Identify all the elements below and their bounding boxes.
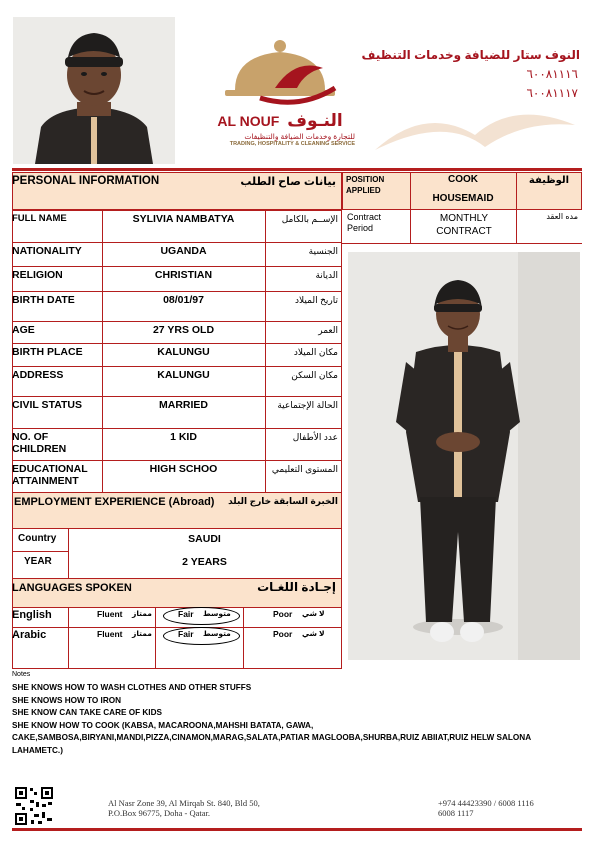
fluent-label-ar: ممتاز: [132, 609, 152, 618]
personal-row-label-ar: عدد الأطفال: [292, 432, 338, 442]
notes-label: Notes: [12, 671, 31, 678]
personal-row-value: SYLIVIA NAMBATYA: [132, 213, 235, 225]
row-divider: [12, 343, 342, 344]
personal-row-value: 08/01/97: [163, 294, 204, 306]
personal-row-value: KALUNGU: [157, 346, 210, 358]
personal-row-label-ar: تاريخ الميلاد: [295, 295, 338, 305]
personal-row-label-ar: الإســم بالكامل: [281, 214, 338, 224]
fluent-label: Fluent: [97, 629, 123, 639]
row-divider: [12, 366, 342, 367]
personal-info-title-ar: بيانات صاح الطلب: [240, 176, 336, 188]
brand-logo: [205, 28, 355, 153]
notes-list: [12, 682, 587, 757]
personal-row-label: NO. OF CHILDREN: [12, 431, 67, 455]
poor-label-ar: لا شي: [302, 629, 325, 638]
poor-label: Poor: [273, 609, 293, 619]
year-value: 2 YEARS: [182, 556, 227, 568]
top-divider: [12, 168, 582, 171]
language-name: English: [12, 609, 52, 621]
fair-label-ar: متوسط: [203, 629, 231, 638]
position-label-ar: الوظيفة: [528, 175, 570, 186]
country-value: SAUDI: [188, 533, 221, 545]
personal-row-label-ar: مكان السكن: [291, 370, 338, 380]
personal-row-label: CIVIL STATUS: [12, 399, 83, 411]
footer-address-1: Al Nasr Zone 39, Al Mirqab St. 840, Bld 50,: [108, 798, 260, 808]
country-label: Country: [18, 533, 57, 544]
row-divider: [12, 428, 342, 429]
row-divider: [12, 396, 342, 397]
personal-row-label: AGE: [12, 324, 35, 336]
row-divider: [12, 291, 342, 292]
personal-info-title: PERSONAL INFORMATION: [12, 175, 160, 187]
footer-address-2: P.O.Box 96775, Doha - Qatar.: [108, 808, 210, 818]
brand-name-en: AL NOUF: [217, 113, 280, 129]
languages-title: LANGUAGES SPOKEN: [12, 582, 132, 594]
brand-tagline-en: TRADING, HOSPITALITY & CLEANING SERVICE: [229, 141, 355, 147]
personal-row-label: EDUCATIONAL ATTAINMENT: [12, 463, 88, 487]
brand-name-row: [205, 111, 355, 131]
personal-row-label: BIRTH DATE: [12, 294, 75, 306]
brand-name-ar: النـوف: [287, 111, 343, 130]
personal-row-label-ar: الحالة الإجتماعية: [277, 400, 338, 410]
company-name-ar: النوف ستار للضيافة وخدمات التنظيف: [361, 48, 580, 62]
note-line: LAHAMETC.): [12, 745, 63, 755]
personal-row-label-ar: الديانة: [315, 270, 338, 280]
fair-label-ar: متوسط: [203, 609, 231, 618]
personal-row-label: FULL NAME: [12, 213, 67, 224]
personal-row-label-ar: العمر: [318, 325, 338, 335]
personal-row-label-ar: الجنسية: [308, 246, 338, 256]
position-value-1: COOK: [448, 174, 478, 185]
phone-2: ٦٠٠٨١١١٧: [526, 86, 578, 100]
employment-title-ar: الخبرة السابقة خارج البلد: [228, 496, 338, 506]
poor-label-ar: لا شي: [302, 609, 325, 618]
footer-phones-2: 6008 1117: [438, 808, 474, 818]
personal-row-value: CHRISTIAN: [154, 269, 213, 281]
phone-1: ٦٠٠٨١١١٦: [526, 67, 578, 81]
personal-row-value: HIGH SCHOO: [149, 463, 218, 475]
wing-watermark-icon: [365, 95, 585, 160]
year-label: YEAR: [24, 556, 52, 567]
qr-code: [14, 786, 54, 826]
cloche-logo-icon: [205, 28, 355, 108]
language-name: Arabic: [12, 629, 47, 641]
personal-row-label: ADDRESS: [12, 369, 64, 381]
languages-title-ar: إجـادة اللغـات: [257, 580, 336, 594]
footer-phones-1: +974 44423390 / 6008 1116: [438, 798, 534, 808]
headshot-photo: [13, 17, 175, 164]
fluent-label-ar: ممتاز: [132, 629, 152, 638]
row-divider: [12, 242, 342, 243]
personal-row-label-ar: المستوى التعليمي: [271, 464, 338, 474]
personal-row-label: BIRTH PLACE: [12, 346, 83, 358]
personal-row-value: 1 KID: [170, 431, 197, 443]
personal-row-label-ar: مكان الميلاد: [293, 347, 338, 357]
contract-label-ar: مده العقد: [546, 212, 578, 221]
brand-tagline-ar: للتجارة وخدمات الضيافة والتنظيفات: [244, 132, 355, 141]
contract-label: Contract Period: [347, 212, 382, 233]
note-line: SHE KNOW CAN TAKE CARE OF KIDS: [12, 708, 162, 717]
note-line: SHE KNOWS HOW TO WASH CLOTHES AND OTHER STUFFS: [12, 683, 252, 692]
row-divider: [12, 460, 342, 461]
note-line: SHE KNOW HOW TO COOK (KABSA, MACAROONA,MAHSHI BATATA, GAWA,: [12, 720, 314, 730]
fair-label: Fair: [178, 629, 194, 639]
note-line: CAKE,SAMBOSA,BIRYANI,MANDI,PIZZA,CINAMON,MARAG,SALATA,PATIAR MAGLOOBA,SHURBA,RUIZ ABIIAT,RUIZ HELW SALONA: [12, 733, 532, 742]
note-line: SHE KNOWS HOW TO IRON: [12, 695, 122, 705]
personal-row-value: MARRIED: [159, 399, 208, 411]
personal-row-label: RELIGION: [12, 269, 63, 281]
fair-label: Fair: [178, 609, 194, 619]
employment-title: EMPLOYMENT EXPERIENCE (Abroad): [14, 496, 215, 508]
personal-row-label: NATIONALITY: [12, 245, 82, 257]
position-value-2: HOUSEMAID: [432, 193, 494, 204]
row-divider: [12, 321, 342, 322]
footer-divider: [12, 828, 582, 831]
row-divider: [12, 266, 342, 267]
personal-row-value: UGANDA: [160, 245, 207, 257]
personal-row-value: 27 YRS OLD: [152, 324, 215, 336]
contract-value: MONTHLY CONTRACT: [436, 213, 492, 237]
full-body-photo: [348, 252, 580, 660]
poor-label: Poor: [273, 629, 293, 639]
position-label: POSITION APPLIED: [346, 175, 385, 195]
personal-row-value: KALUNGU: [157, 369, 210, 381]
fluent-label: Fluent: [97, 609, 123, 619]
